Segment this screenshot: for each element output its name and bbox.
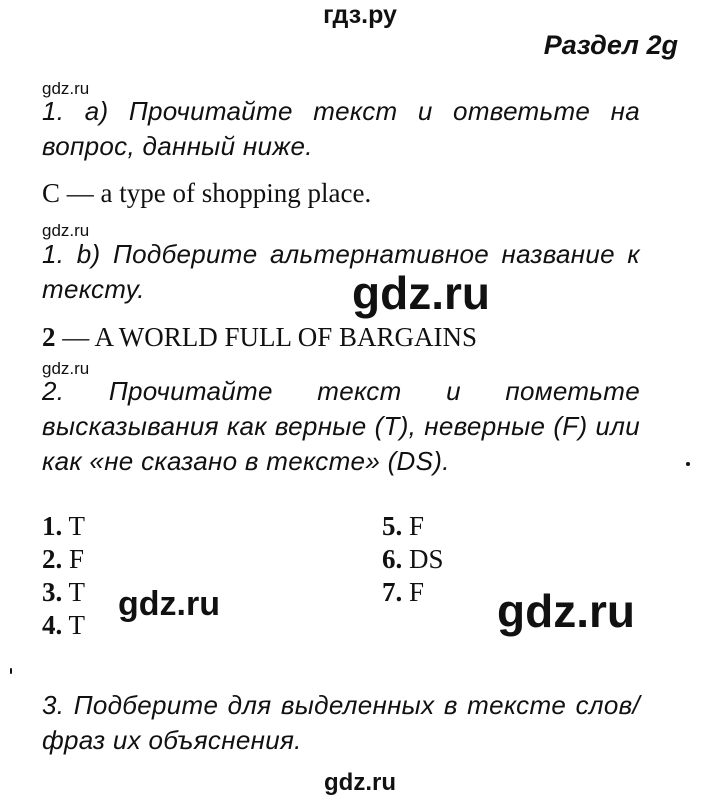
task1b-answer xyxy=(42,321,477,353)
stray-mark xyxy=(10,668,12,674)
footer-watermark: gdz.ru xyxy=(324,769,396,796)
answer-num: 4. xyxy=(42,610,63,640)
answer-value: DS xyxy=(409,544,444,574)
answer-item xyxy=(42,608,85,642)
section-title: Раздел 2g xyxy=(543,30,678,60)
header-watermark: гдз.ру xyxy=(323,1,397,29)
answer-item xyxy=(382,575,424,609)
answer-value: T xyxy=(68,610,86,640)
task1a-instruction: 1. a) Прочитайте текст и ответьте на вопрос, данный ниже. xyxy=(42,96,640,161)
task1a-answer-label: C xyxy=(42,178,61,208)
task1b-instruction: 1. b) Подберите альтернативное название к тексту. xyxy=(42,239,640,304)
answer-num: 1. xyxy=(42,511,63,541)
answer-value: T xyxy=(68,577,86,607)
task2-instruction: 2. Прочитайте текст и пометьте высказывания как верные (T), неверные (F) или как «не сказано в тексте» (DS). xyxy=(42,376,640,476)
answer-num: 3. xyxy=(42,577,63,607)
answer-num: 5. xyxy=(382,511,403,541)
answer-item xyxy=(42,575,85,609)
answer-value: F xyxy=(409,511,425,541)
answer-item xyxy=(42,509,85,543)
answer-item xyxy=(382,542,444,576)
answer-value: F xyxy=(409,577,425,607)
answer-num: 7. xyxy=(382,577,403,607)
watermark-small: gdz.ru xyxy=(42,359,90,378)
watermark-small: gdz.ru xyxy=(42,221,90,240)
answer-item xyxy=(382,509,424,543)
answer-num: 6. xyxy=(382,544,403,574)
answer-num: 2. xyxy=(42,544,63,574)
watermark-big: gdz.ru xyxy=(352,267,490,319)
watermark-big: gdz.ru xyxy=(118,585,220,623)
stray-dot xyxy=(686,462,690,466)
task1a-answer xyxy=(42,177,371,209)
answer-value: T xyxy=(68,511,86,541)
task1a-answer-text: — a type of shopping place. xyxy=(60,178,372,208)
watermark-small: gdz.ru xyxy=(42,79,90,98)
watermark-big: gdz.ru xyxy=(497,585,635,637)
task3-instruction: 3. Подберите для выделенных в тексте слов/фраз их объяснения. xyxy=(42,690,640,755)
task1b-answer-label: 2 xyxy=(42,322,56,352)
task1b-answer-text: — A WORLD FULL OF BARGAINS xyxy=(55,322,478,352)
answer-value: F xyxy=(69,544,85,574)
answer-item xyxy=(42,542,84,576)
